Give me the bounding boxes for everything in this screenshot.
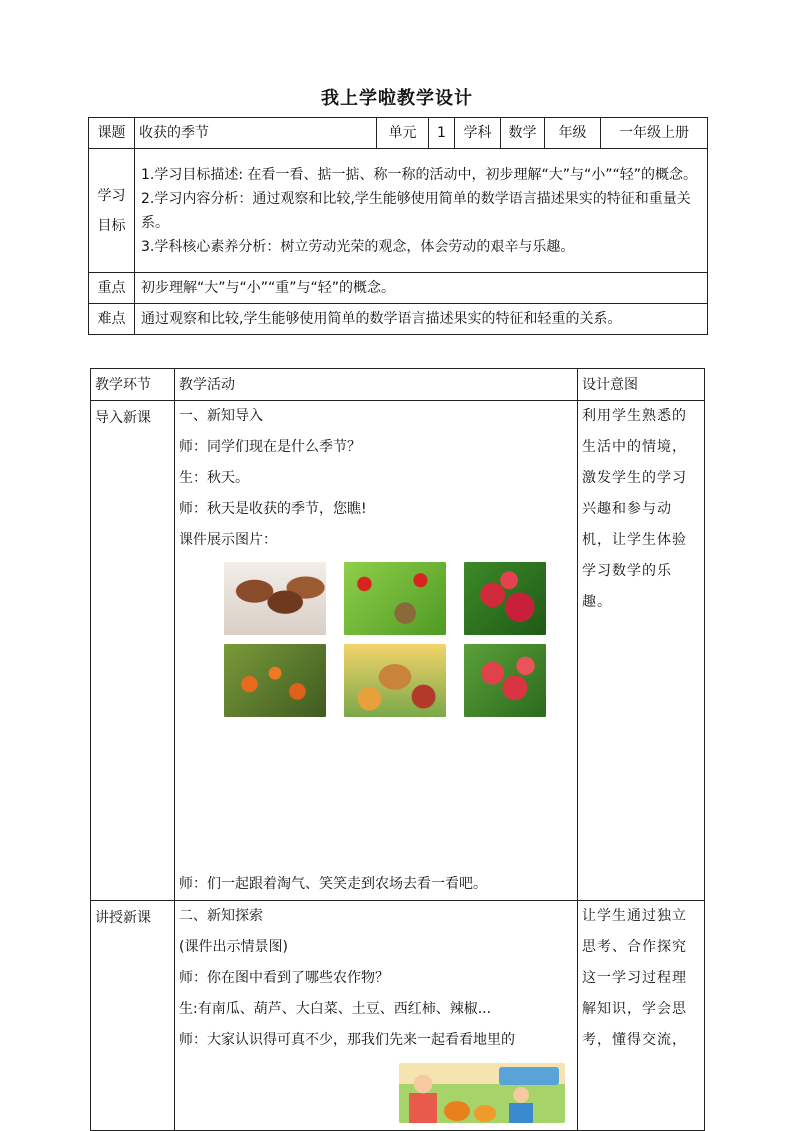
key-label: 重点 <box>89 273 135 304</box>
activity-line: 师：大家认识得可真不少，那我们先来一起看看地里的 <box>179 1032 515 1048</box>
photo-chestnuts <box>224 562 326 635</box>
child-figure <box>409 1073 437 1123</box>
topic-label: 课题 <box>89 118 135 149</box>
subject-label: 学科 <box>455 118 501 149</box>
stage-intro: 导入新课 <box>91 401 175 901</box>
key-value: 初步理解“大”与“小”“重”与“轻”的概念。 <box>135 273 708 304</box>
activity-closing: 师：们一起跟着淘气、笑笑走到农场去看一看吧。 <box>179 876 487 892</box>
header-intent: 设计意图 <box>578 369 705 401</box>
activity-line: 师：秋天是收获的季节，您瞧! <box>179 501 367 517</box>
activity-line: 二、新知探索 <box>179 908 263 924</box>
harvest-photo-grid <box>179 562 573 717</box>
header-activity: 教学活动 <box>175 369 578 401</box>
photo-harvest-pile <box>344 644 446 717</box>
process-table <box>90 368 705 1131</box>
activity-line: 一、新知导入 <box>179 408 263 424</box>
activity-line: 生：秋天。 <box>179 470 249 486</box>
activity-line: 生:有南瓜、葫芦、大白菜、土豆、西红柿、辣椒... <box>179 1001 492 1017</box>
unit-value: 1 <box>429 118 455 149</box>
unit-label: 单元 <box>377 118 429 149</box>
activity-new <box>175 901 578 1131</box>
goal-item: 2.学习内容分析：通过观察和比较,学生能够使用简单的数学语言描述果实的特征和重量关系。 <box>141 190 691 231</box>
header-stage: 教学环节 <box>91 369 175 401</box>
grade-label: 年级 <box>545 118 601 149</box>
goals-label: 学习目标 <box>89 149 135 273</box>
grade-value: 一年级上册 <box>601 118 708 149</box>
document-title: 我上学啦教学设计 <box>321 88 473 109</box>
goal-item: 3.学科核心素养分析：树立劳动光荣的观念，体会劳动的艰辛与乐趣。 <box>141 238 575 255</box>
difficulty-label: 难点 <box>89 304 135 335</box>
activity-intro <box>175 401 578 901</box>
photo-pomegranates <box>464 562 546 635</box>
photo-apples <box>464 644 546 717</box>
child-figure <box>509 1085 533 1123</box>
stage-new: 讲授新课 <box>91 901 175 1131</box>
intent-new: 让学生通过独立思考、合作探究这一学习过程理解知识，学会思考，懂得交流， <box>578 901 705 1131</box>
difficulty-value: 通过观察和比较,学生能够使用简单的数学语言描述果实的特征和轻重的关系。 <box>135 304 708 335</box>
activity-line: 师：你在图中看到了哪些农作物？ <box>179 970 389 986</box>
goal-item: 1.学习目标描述: 在看一看、掂一掂、称一称的活动中，初步理解“大”与“小”“轻”的概念。 <box>141 166 698 183</box>
activity-line: 课件展示图片： <box>179 532 277 548</box>
photo-squirrel-berries <box>344 562 446 635</box>
photo-persimmons <box>224 644 326 717</box>
goals-cell <box>135 149 708 273</box>
info-table <box>88 117 708 335</box>
activity-line: (课件出示情景图) <box>179 939 288 955</box>
intent-intro: 利用学生熟悉的生活中的情境，激发学生的学习兴趣和参与动机，让学生体验学习数学的乐趣。 <box>578 401 705 901</box>
pumpkin <box>444 1101 470 1121</box>
farm-scene-image <box>399 1063 565 1123</box>
activity-line: 师：同学们现在是什么季节？ <box>179 439 361 455</box>
topic-value: 收获的季节 <box>135 118 377 149</box>
pumpkin <box>474 1105 496 1122</box>
scene-sign <box>499 1067 559 1085</box>
subject-value: 数学 <box>501 118 545 149</box>
